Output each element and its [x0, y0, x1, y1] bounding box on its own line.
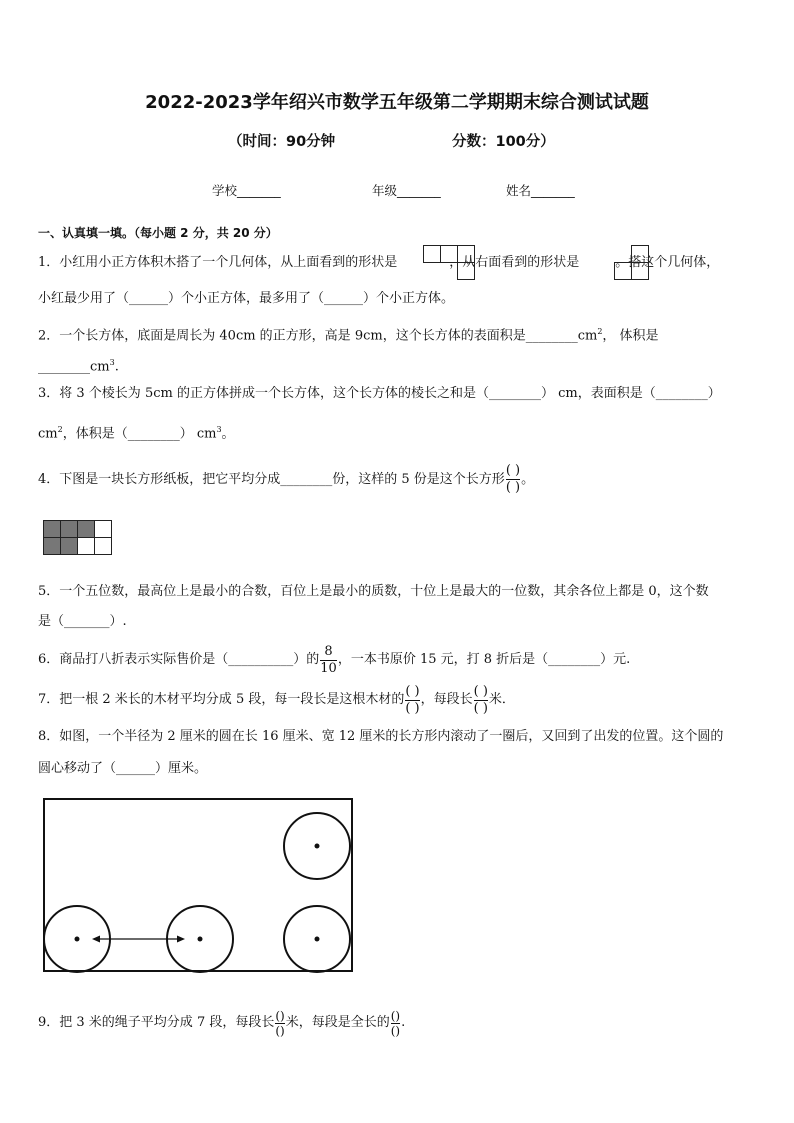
question-6	[38, 640, 630, 680]
q9-fraction-1	[275, 1009, 284, 1038]
question-3: 3．将 3 个棱长为 5cm 的正方体拼成一个长方体，这个长方体的棱长之和是（________） cm，表面积是（________）	[38, 386, 721, 401]
q6-text-b: ，一本书原价 15 元，打 8 折后是（________）元.	[337, 652, 631, 667]
page-title: 2022-2023学年绍兴市数学五年级第二学期期末综合测试试题	[145, 92, 649, 113]
center-dot-top-right	[315, 844, 320, 849]
q5-line2: 是（_______）.	[38, 614, 127, 629]
question-4	[38, 463, 534, 496]
center-dot-bottom-left	[75, 937, 80, 942]
q1-text-b: ，从右面看到的形状是	[449, 255, 580, 270]
q9-text-b: 米，每段是全长的	[285, 1015, 390, 1030]
exam-score: 分数：100分）	[452, 134, 555, 150]
q2-sup-2: 3	[109, 358, 115, 367]
q7-denominator-2: ( )	[473, 700, 488, 716]
question-9	[38, 1004, 405, 1042]
q2-line2	[38, 354, 119, 376]
question-8: 8．如图，一个半径为 2 厘米的圆在长 16 厘米、宽 12 厘米的长方形内滚动了一圈后，又回到了出发的位置。这个圆的	[38, 729, 724, 744]
q3-line2a: cm	[38, 426, 58, 442]
q1-text-a: 1．小红用小正方体积木搭了一个几何体，从上面看到的形状是	[38, 255, 398, 270]
top-view-figure	[423, 245, 475, 280]
q4-text-a: 4．下图是一块长方形纸板，把它平均分成________份，这样的 5 份是这个长方形	[38, 471, 505, 487]
question-5: 5．一个五位数，最高位上是最小的合数，百位上是最小的质数，十位上是最大的一位数，其余各位上都是 0，这个数	[38, 584, 709, 599]
center-dot-bottom-right	[315, 937, 320, 942]
q9-fraction-2	[391, 1009, 400, 1038]
arrow-head-left	[92, 936, 100, 943]
q7-numerator-2: ( )	[473, 683, 488, 699]
q9-numerator-1: ()	[275, 1008, 285, 1023]
q4-fraction	[506, 463, 520, 496]
q1-text-c: 。搭这个几何体，	[615, 255, 720, 270]
q7-fraction-1	[405, 684, 419, 717]
q2-line2-text: ________cm	[38, 359, 110, 375]
q7-denominator-1: ( )	[405, 700, 420, 716]
rectangle-boundary	[44, 799, 352, 971]
q2-sup-1: 2	[597, 327, 603, 336]
q3-line2c: 。	[221, 426, 235, 442]
q6-fraction	[320, 644, 337, 677]
q6-text-a: 6．商品打八折表示实际售价是（__________）的	[38, 652, 320, 667]
q8-line2: 圆心移动了（______）厘米。	[38, 761, 208, 776]
arrow-head-right	[177, 936, 185, 943]
q4-numerator: ( )	[505, 463, 521, 478]
q7-fraction-2	[474, 684, 488, 717]
right-view-figure	[614, 245, 649, 280]
q2-text-b: ， 体积是	[602, 328, 659, 344]
q4-end: 。	[521, 471, 535, 487]
q9-numerator-2: ()	[390, 1008, 401, 1023]
q3-sup-1: 2	[57, 425, 63, 434]
q3-line2	[38, 421, 235, 443]
q7-text-a: 7．把一根 2 米长的木材平均分成 5 段，每一段长是这根木材的	[38, 692, 405, 707]
rolling-circle-figure	[40, 795, 360, 977]
q2-line2-end: .	[114, 359, 119, 375]
exam-time: （时间：90分钟	[228, 134, 336, 150]
question-7	[38, 682, 515, 718]
q7-text-c: 米．	[488, 692, 515, 707]
q4-denominator: ( )	[505, 480, 521, 495]
center-dot-bottom-middle	[198, 937, 203, 942]
section-heading: 一、认真填一填。（每小题 2 分，共 20 分）	[38, 226, 278, 240]
q9-denominator-1: ()	[275, 1023, 285, 1038]
q9-text-c: .	[401, 1015, 406, 1030]
cardboard-figure	[43, 520, 112, 555]
q3-sup-2: 3	[216, 425, 222, 434]
q7-numerator-1: ( )	[405, 683, 420, 699]
q3-line2b: ，体积是（________） cm	[62, 426, 217, 442]
q9-text-a: 9．把 3 米的绳子平均分成 7 段，每段长	[38, 1015, 275, 1030]
name-field: 姓名_______	[506, 183, 575, 198]
question-2	[38, 323, 659, 345]
q6-denominator: 10	[320, 660, 337, 676]
q7-text-b: ，每段长	[420, 692, 473, 707]
q1-line2: 小红最少用了（______）个小正方体，最多用了（______）个小正方体。	[38, 291, 455, 306]
school-field: 学校_______	[212, 183, 281, 198]
q6-numerator: 8	[324, 643, 333, 659]
q2-text-a: 2．一个长方体，底面是周长为 40cm 的正方形，高是 9cm，这个长方体的表面积是________cm	[38, 328, 598, 344]
grade-field: 年级_______	[372, 183, 441, 198]
q9-denominator-2: ()	[390, 1023, 401, 1038]
